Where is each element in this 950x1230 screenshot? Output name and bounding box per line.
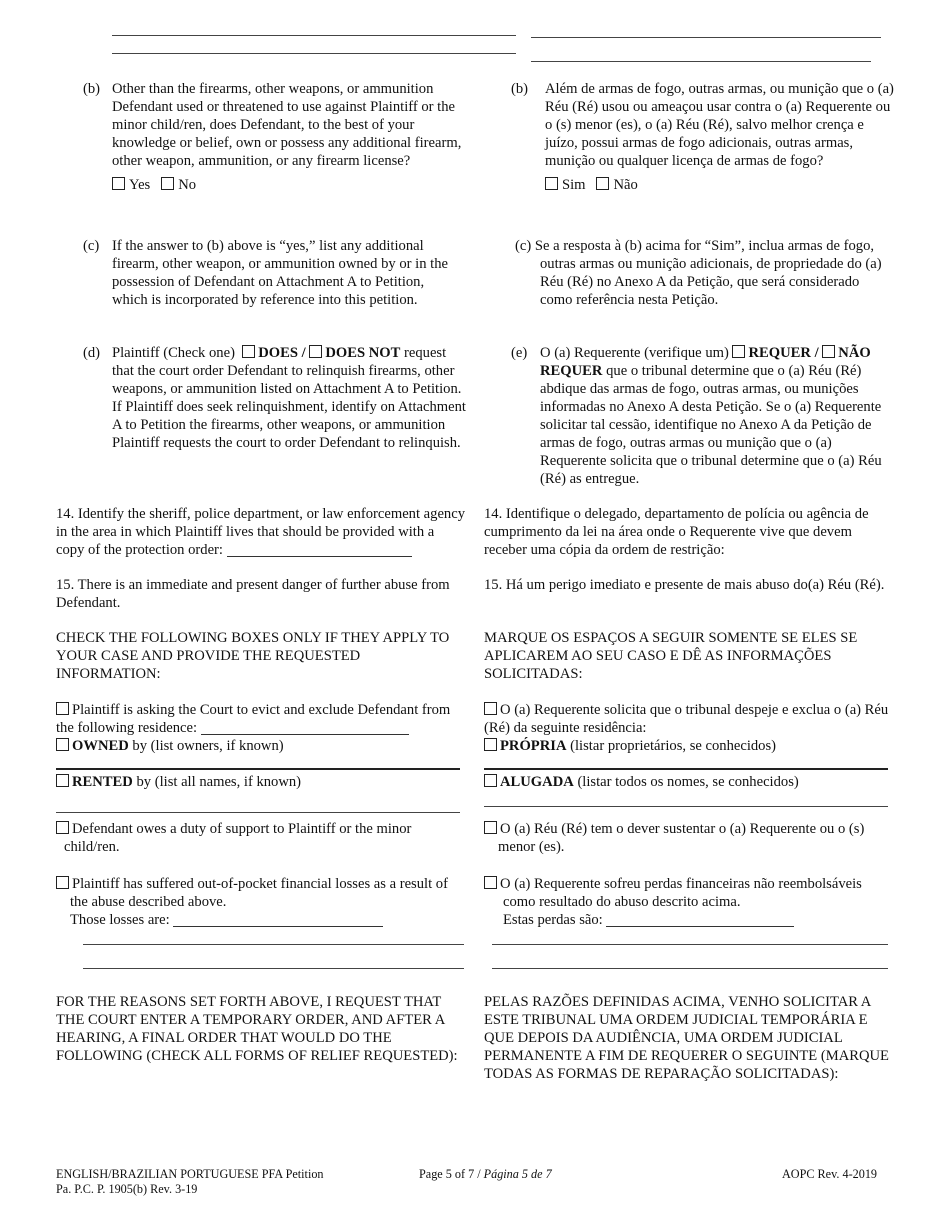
does-checkbox[interactable] xyxy=(242,345,255,358)
item-c-text: If the answer to (b) above is “yes,” list any additional firearm, other weapon, or ammunition owned by or in the possession of Defendant on Attachment A to Petition, which is incorporated by reference into this petition. xyxy=(112,238,448,308)
check-one-prefix: O (a) Requerente (verifique um) xyxy=(540,345,729,361)
question-15-text: 15. There is an immediate and present danger of further abuse from Defendant. xyxy=(56,577,450,611)
does-label: DOES / xyxy=(258,345,306,361)
footer-left xyxy=(56,1167,324,1197)
evict-checkbox[interactable] xyxy=(56,702,69,715)
item-b-text: Other than the firearms, other weapons, or ammunition Defendant used or threatened to use against Plaintiff or the minor child/ren, does Defendant, to the best of your knowledge or belief, own or possess any additional firearm, other weapon, ammunition, or any firearm license? xyxy=(112,81,462,169)
owned-label: OWNED xyxy=(72,738,129,754)
evict-text: Plaintiff is asking the Court to evict and exclude Defendant from the following residence: xyxy=(56,702,451,736)
nao-requer-checkbox[interactable] xyxy=(822,345,835,358)
item-e-text: que o tribunal determine que o (a) Réu (Ré) abdique das armas de fogo, outras armas, ou munições informadas no Anexo A desta Petição. Se o (a) Requerente solicitar tal cessão, identifique no Anexo A da Petição de armas de fogo, outras armas ou munição que o (a) Requerente solicita que o tribunal determine que o (a) Réu (Ré) as entregue. xyxy=(540,363,882,487)
rented-option-en xyxy=(56,773,466,791)
names-line[interactable] xyxy=(56,812,460,813)
reasons-text: FOR THE REASONS SET FORTH ABOVE, I REQUEST THAT THE COURT ENTER A TEMPORARY ORDER, AND AFTER A HEARING, A FINAL ORDER THAT WOULD DO THE FOLLOWING (CHECK ALL FORMS OF RELIEF REQUESTED): xyxy=(56,994,458,1064)
losses-checkbox[interactable] xyxy=(484,876,497,889)
rented-option-pt xyxy=(484,773,896,791)
question-15-text: 15. Há um perigo imediato e presente de mais abuso do(a) Réu (Ré). xyxy=(484,577,885,593)
rented-checkbox[interactable] xyxy=(484,774,497,787)
yes-no-options xyxy=(112,176,463,194)
item-label: (c) xyxy=(83,238,100,254)
page-number-pt: Página 5 de 7 xyxy=(483,1167,552,1181)
evict-option-pt xyxy=(484,701,896,755)
evict-text: O (a) Requerente solicita que o tribunal despeje e exclua o (a) Réu (Ré) da seguinte residência: xyxy=(484,702,889,736)
losses-text: O (a) Requerente sofreu perdas financeiras não reembolsáveis como resultado do abuso descrito acima. xyxy=(500,876,862,910)
check-heading-text: MARQUE OS ESPAÇOS A SEGUIR SOMENTE SE ELES SE APLICAREM AO SEU CASO E DÊ AS INFORMAÇÕES SOLICITADAS: xyxy=(484,630,858,682)
does-not-checkbox[interactable] xyxy=(309,345,322,358)
q14-answer-line[interactable] xyxy=(227,543,412,557)
item-c-pt xyxy=(515,237,895,309)
question-14-en xyxy=(56,505,466,559)
rented-checkbox[interactable] xyxy=(56,774,69,787)
losses-option-pt xyxy=(484,875,896,929)
check-one-prefix: Plaintiff (Check one) xyxy=(112,345,235,361)
blank-line[interactable] xyxy=(531,37,881,38)
rented-label: ALUGADA xyxy=(500,774,574,790)
item-b-en xyxy=(83,80,463,194)
yes-label: Yes xyxy=(129,177,151,193)
question-14-pt xyxy=(484,505,896,559)
losses-extra-line[interactable] xyxy=(83,968,464,969)
item-c-en xyxy=(83,237,453,309)
losses-text: Plaintiff has suffered out-of-pocket financial losses as a result of the abuse described above. xyxy=(70,876,448,910)
support-text: O (a) Réu (Ré) tem o dever sustentar o (a) Requerente ou o (s) menor (es). xyxy=(498,821,865,855)
aopc-revision: AOPC Rev. 4-2019 xyxy=(782,1167,878,1181)
losses-option-en xyxy=(56,875,466,929)
revision xyxy=(782,1167,877,1182)
item-c-text: (c) Se a resposta à (b) acima for “Sim”, inclua armas de fogo, outras armas ou munição adicionais, de propriedade do (a) Réu (Ré) no Anexo A da Petição, que será considerado como referência nesta Petição. xyxy=(515,238,882,308)
owned-text: by (list owners, if known) xyxy=(132,738,284,754)
losses-checkbox[interactable] xyxy=(56,876,69,889)
losses-extra-line[interactable] xyxy=(492,968,888,969)
check-heading-text: CHECK THE FOLLOWING BOXES ONLY IF THEY APPLY TO YOUR CASE AND PROVIDE THE REQUESTED INFORMATION: xyxy=(56,630,450,682)
item-b-text: Além de armas de fogo, outras armas, ou munição que o (a) Réu (Ré) usou ou ameaçou usar contra o (a) Requerente ou o (s) menor (es), o (a) Réu (Ré), salvo melhor crença e juízo, possui armas de fogo adicionais, outras armas, munição ou qualquer licença de armas de fogo? xyxy=(545,81,894,169)
item-e-pt xyxy=(511,344,896,488)
owned-text: (listar proprietários, se conhecidos) xyxy=(570,738,777,754)
item-d-text: request that the court order Defendant to relinquish firearms, other weapons, or ammunition listed on Attachment A to Petition. If Plaintiff does seek relinquishment, identify on Attachment A to Petition the firearms, other weapons, or ammunition Plaintiff requests the court to order Defendant to relinquish. xyxy=(112,345,466,451)
support-option-pt xyxy=(484,820,869,856)
question-15-en xyxy=(56,576,466,612)
owners-line[interactable] xyxy=(56,768,460,770)
no-checkbox[interactable] xyxy=(161,177,174,190)
owned-label: PRÓPRIA xyxy=(500,738,567,754)
question-14-text: 14. Identifique o delegado, departamento de polícia ou agência de cumprimento da lei na área onde o Requerente vive que devem receber uma cópia da ordem de restrição: xyxy=(484,506,869,558)
form-name: ENGLISH/BRAZILIAN PORTUGUESE PFA Petition xyxy=(56,1167,324,1181)
blank-line[interactable] xyxy=(112,35,516,36)
no-label: No xyxy=(178,177,197,193)
losses-line[interactable] xyxy=(606,913,794,927)
owned-checkbox[interactable] xyxy=(56,738,69,751)
sim-checkbox[interactable] xyxy=(545,177,558,190)
yes-checkbox[interactable] xyxy=(112,177,125,190)
losses-extra-line[interactable] xyxy=(492,944,888,945)
item-d-en xyxy=(83,344,468,452)
yes-no-options xyxy=(545,176,896,194)
check-heading-en xyxy=(56,629,466,683)
rented-text: by (list all names, if known) xyxy=(136,774,302,790)
item-label: (b) xyxy=(511,81,529,97)
nao-requer-label: NÃO REQUER xyxy=(540,345,871,379)
item-label: (e) xyxy=(511,345,528,361)
evict-option-en xyxy=(56,701,466,755)
item-label: (b) xyxy=(83,81,101,97)
support-option-en xyxy=(56,820,451,856)
losses-are-label: Estas perdas são: xyxy=(503,912,603,928)
losses-line[interactable] xyxy=(173,913,383,927)
does-not-label: DOES NOT xyxy=(325,345,401,361)
evict-checkbox[interactable] xyxy=(484,702,497,715)
nao-checkbox[interactable] xyxy=(596,177,609,190)
owned-checkbox[interactable] xyxy=(484,738,497,751)
support-text: Defendant owes a duty of support to Plaintiff or the minor child/ren. xyxy=(64,821,412,855)
requer-label: REQUER / xyxy=(748,345,819,361)
support-checkbox[interactable] xyxy=(56,821,69,834)
question-15-pt xyxy=(484,576,896,594)
page-number xyxy=(419,1167,552,1182)
question-14-text: 14. Identify the sheriff, police department, or law enforcement agency in the area in which Plaintiff lives that should be provided with a copy of the protection order: xyxy=(56,506,466,558)
nao-label: Não xyxy=(613,177,638,193)
owners-line[interactable] xyxy=(484,768,888,770)
rule-reference: Pa. P.C. P. 1905(b) Rev. 3-19 xyxy=(56,1182,198,1196)
item-label: (d) xyxy=(83,345,101,361)
losses-extra-line[interactable] xyxy=(83,944,464,945)
requer-checkbox[interactable] xyxy=(732,345,745,358)
support-checkbox[interactable] xyxy=(484,821,497,834)
page-number-en: Page 5 of 7 / xyxy=(419,1167,484,1181)
sim-label: Sim xyxy=(562,177,586,193)
rented-label: RENTED xyxy=(72,774,133,790)
rented-text: (listar todos os nomes, se conhecidos) xyxy=(577,774,799,790)
item-b-pt xyxy=(511,80,896,194)
check-heading-pt xyxy=(484,629,896,683)
blank-line[interactable] xyxy=(531,61,871,62)
losses-are-label: Those losses are: xyxy=(70,912,170,928)
names-line[interactable] xyxy=(484,806,888,807)
reasons-pt xyxy=(484,993,896,1083)
residence-line[interactable] xyxy=(201,721,409,735)
blank-line[interactable] xyxy=(112,53,516,54)
reasons-en xyxy=(56,993,461,1065)
reasons-text: PELAS RAZÕES DEFINIDAS ACIMA, VENHO SOLICITAR A ESTE TRIBUNAL UMA ORDEM JUDICIAL TEMPORÁRIA E QUE DEPOIS DA AUDIÊNCIA, UMA ORDEM JUDICIAL PERMANENTE A FIM DE REQUERER O SEGUINTE (MARQUE TODAS AS FORMAS DE REPARAÇÃO SOLICITADAS): xyxy=(484,994,889,1082)
